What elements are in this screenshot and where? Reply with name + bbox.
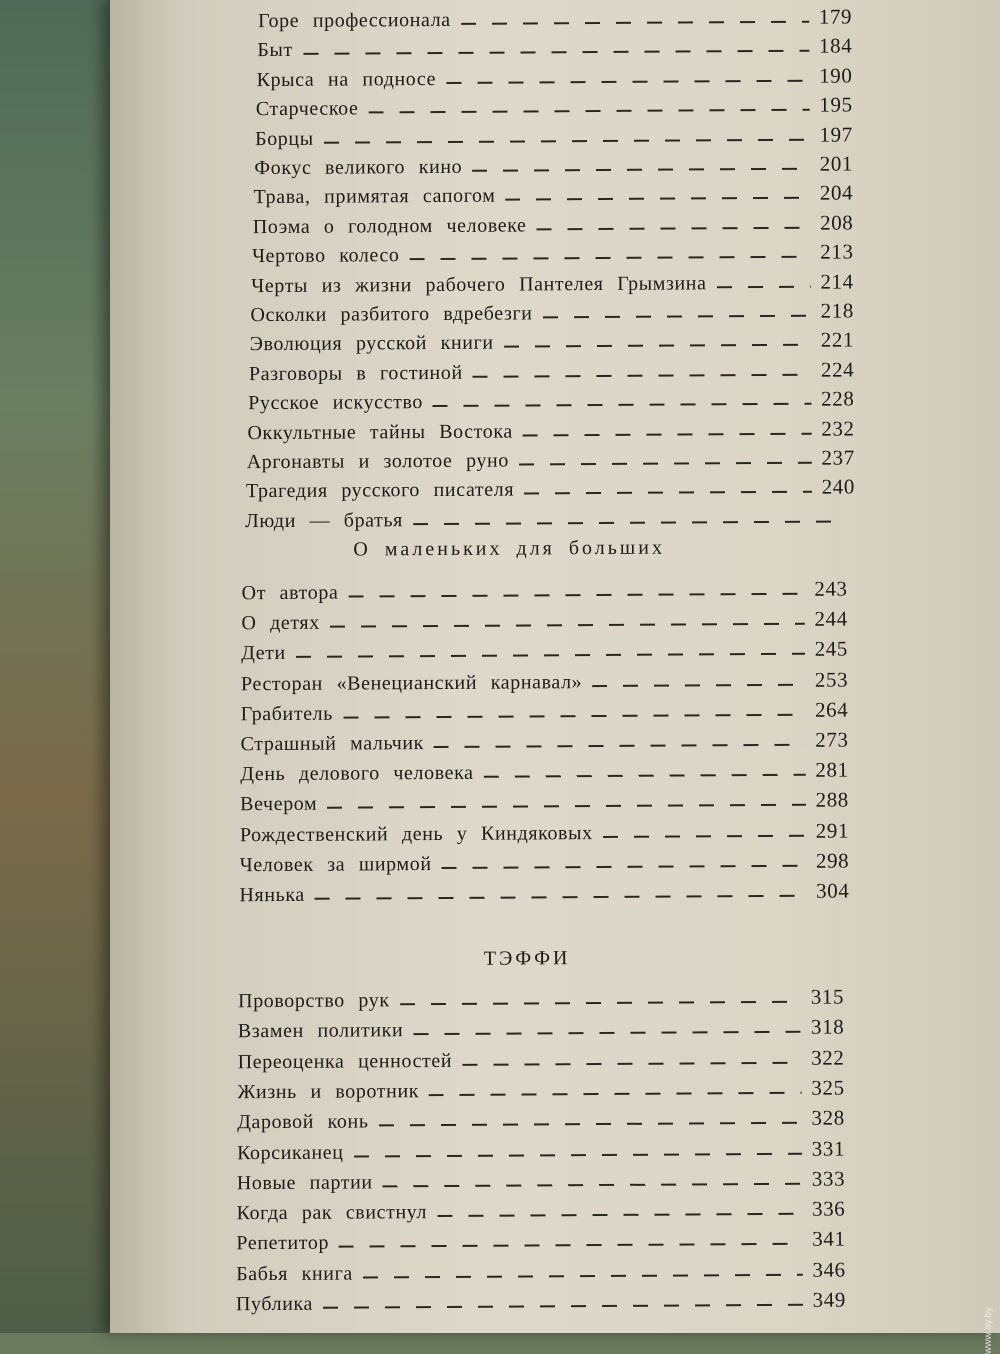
toc-entry-title: Поэма о голодном человеке [252,214,527,238]
dash-leader [484,774,806,778]
toc-entry-title: Ресторан «Венецианский карнавал» [240,670,583,695]
toc-entry-title: Даровой конь [237,1110,369,1134]
toc-entry-page-number: 197 [819,122,853,147]
toc-entry [236,1256,846,1286]
toc-entry-title: Крыса на подносе [256,67,437,91]
dash-leader [442,865,806,869]
section-heading: ТЭФФИ [483,947,571,970]
toc-entry-page-number: 298 [815,848,850,873]
toc-entry [240,817,849,847]
dash-leader [400,1001,801,1005]
dash-leader [603,834,806,837]
toc-entry-title: Оккультные тайны Востока [247,420,513,444]
dash-leader [368,109,809,114]
dash-leader [472,168,809,172]
toc-entry-page-number: 341 [812,1226,846,1252]
toc-entry-page-number: 237 [821,445,855,470]
toc-entry-page-number: 331 [811,1136,846,1161]
dash-leader [339,1243,802,1248]
toc-entry-title: Новые партии [236,1171,373,1195]
toc-entry-page-number: 228 [821,386,855,411]
table-of-contents [110,0,1000,1333]
toc-entry [247,415,854,445]
toc-entry-title: Старческое [255,97,359,121]
dash-leader [519,462,812,466]
toc-entry-title: Взамен политики [237,1019,404,1043]
toc-entry-title: Русское искусство [248,391,423,415]
toc-entry-page-number: 318 [810,1014,845,1040]
toc-entry [240,847,850,877]
toc-entry [237,1165,846,1195]
toc-entry [241,696,849,726]
toc-entry [252,239,854,269]
toc-entry-page-number: 346 [812,1257,846,1282]
toc-entry-page-number: 243 [814,576,848,601]
toc-entry [240,787,849,817]
toc-entry-title: Переоценка ценностей [237,1049,453,1073]
toc-entry-title: Публика [235,1292,314,1316]
toc-entry-page-number: 245 [814,636,849,662]
dash-leader [543,315,811,319]
toc-entry-page-number: 291 [815,818,850,843]
toc-entry-page-number: 240 [821,474,856,500]
dash-leader [473,374,811,378]
toc-entry-page-number: 232 [821,416,855,441]
toc-entry-title: Быт [257,39,293,62]
toc-entry-page-number: 281 [815,757,849,782]
toc-entry [248,386,854,416]
toc-entry-title: От автора [241,581,339,605]
dash-leader [343,714,805,719]
dash-leader [354,1152,802,1157]
toc-entry-page-number: 184 [818,33,853,59]
toc-entry [237,1135,845,1165]
toc-entry [254,150,853,180]
toc-entry [238,984,844,1014]
toc-entry [249,356,854,386]
toc-entry-title: Фокус великого кино [254,155,463,180]
dash-leader [592,683,805,686]
dash-leader [433,403,811,407]
dash-leader [429,1092,801,1096]
toc-entry-page-number: 304 [816,878,850,903]
dash-leader [506,197,810,201]
toc-entry-page-number: 349 [812,1287,847,1312]
toc-entry [241,606,848,636]
toc-entry [241,636,848,666]
toc-entry [240,757,849,787]
dash-leader [303,50,809,55]
toc-entry [237,1196,846,1226]
toc-entry [250,327,854,357]
toc-entry-page-number: 315 [810,984,845,1009]
toc-entry-page-number: 325 [811,1075,845,1100]
watermark: www.ay.by [983,1307,994,1354]
dash-leader [446,80,809,84]
toc-entry-page-number: 204 [819,180,854,206]
toc-entry-page-number: 328 [811,1105,845,1130]
toc-entry-title: Корсиканец [236,1141,344,1164]
toc-entry [240,727,848,757]
dash-leader [434,744,805,748]
toc-entry-title: Когда рак свистнул [236,1201,428,1225]
book-page [110,0,1000,1333]
toc-entry [251,268,854,298]
toc-entry-page-number: 273 [815,727,849,752]
toc-entry-title: Чертово колесо [251,244,400,268]
toc-entry [256,92,853,122]
toc-entry [238,1014,845,1044]
toc-entry-page-number: 322 [811,1045,845,1070]
toc-entry-title: Проворство рук [238,989,390,1013]
toc-entry-page-number: 244 [814,606,848,631]
toc-entry [239,877,849,907]
toc-entry-page-number: 336 [811,1196,846,1221]
toc-entry-title: Грабитель [240,702,334,726]
toc-entry-title: Эволюция русской книги [249,332,494,356]
toc-entry-title: Трагедия русского писателя [245,478,515,503]
toc-entry-page-number: 179 [818,4,853,29]
toc-entry-page-number: 214 [820,269,854,294]
toc-entry-page-number: 333 [811,1166,846,1191]
toc-entry-title: Черты из жизни рабочего Пантелея Грымзина [251,271,707,297]
toc-entry [253,209,854,239]
dash-leader [413,1031,801,1035]
dash-leader [524,491,812,495]
toc-entry-title: Трава, примятая сапогом [253,185,496,209]
dash-leader [410,256,811,260]
toc-entry-title: Дети [241,642,286,665]
toc-entry-title: Разговоры в гостиной [248,361,463,385]
toc-entry-page-number: 221 [820,327,855,353]
toc-entry [242,576,848,606]
toc-entry [255,121,853,151]
dash-leader [717,285,811,288]
dash-leader [315,895,806,900]
toc-entry-page-number: 201 [819,151,854,176]
toc-entry [253,180,853,210]
dash-leader [437,1213,802,1217]
toc-entry-title: Страшный мальчик [240,732,425,756]
toc-entry [237,1074,844,1104]
toc-entry-page-number: 264 [814,697,849,722]
toc-entry [241,666,848,696]
toc-entry-title: Рождественский день у Киндяковых [239,821,593,846]
toc-entry-page-number: 224 [820,357,855,382]
dash-leader [462,1061,801,1065]
toc-entry [236,1287,846,1317]
dash-leader [537,227,811,231]
toc-entry [258,3,852,33]
toc-entry-page-number: 195 [819,92,853,117]
dash-leader [379,1122,802,1127]
toc-entry-title: Аргонавты и золотое руно [246,449,509,474]
dash-leader [324,138,810,143]
toc-entry-page-number: 288 [815,787,849,813]
dash-leader [413,520,845,525]
toc-entry-title: Осколки разбитого вдребезги [250,302,533,327]
toc-entry-title: Человек за ширмой [239,852,432,877]
toc-entry [257,62,853,92]
dash-leader [296,653,805,658]
dash-leader [323,1304,803,1309]
dash-leader [461,21,809,25]
toc-entry [245,503,855,533]
toc-entry-title: Горе профессионала [258,8,451,33]
toc-entry [236,1226,845,1256]
toc-entry-page-number: 253 [814,667,849,692]
toc-entry [246,474,855,504]
toc-entry-title: О детях [241,611,320,635]
toc-entry [257,33,852,63]
toc-entry-title: Жизнь и воротник [237,1080,420,1104]
toc-entry-title: Бабья книга [236,1262,353,1285]
toc-entry [238,1044,845,1074]
toc-entry-page-number: 218 [820,298,854,323]
toc-entry-title: Люди — братья [245,509,404,532]
toc-entry-title: Борцы [255,127,314,150]
dash-leader [330,623,805,628]
dash-leader [383,1183,802,1188]
toc-entry-title: Нянька [239,883,305,907]
toc-entry-page-number: 213 [820,239,854,264]
toc-entry [250,297,854,327]
dash-leader [504,344,811,348]
section-heading: О маленьких для больших [353,536,666,561]
toc-entry [247,444,855,474]
toc-entry-title: Вечером [240,793,318,816]
toc-entry-page-number: 208 [819,210,854,235]
dash-leader [327,804,805,809]
toc-entry [237,1105,845,1135]
dash-leader [348,593,804,598]
toc-entry-page-number: 190 [819,63,853,88]
toc-entry-title: День делового человека [240,761,474,786]
dash-leader [523,432,811,436]
toc-entry-title: Репетитор [236,1232,330,1255]
dash-leader [363,1273,803,1278]
